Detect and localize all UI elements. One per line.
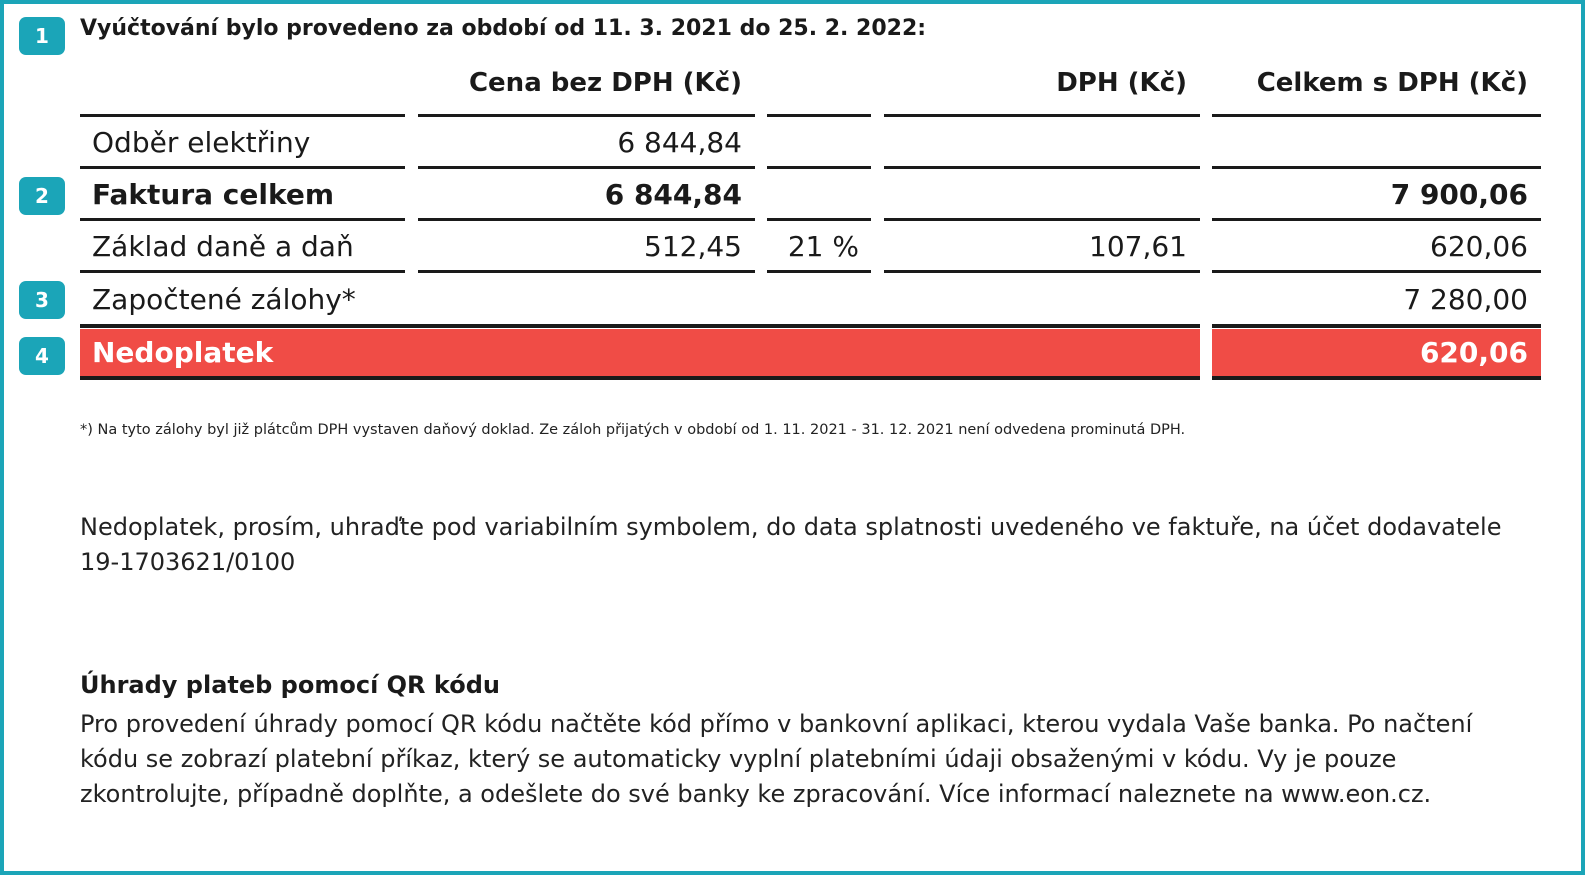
qr-section-text: Pro provedení úhrady pomocí QR kódu načtěte kód přímo v bankovní aplikaci, kterou vydala Vaše banka. Po načtení kódu se zobrazí platební příkaz, který se automaticky vyplní platebními údaji obsaženými v kódu. Vy je pouze zkontrolujte, případně doplňte, a odešlete do své banky ke zpracování. Více informací naleznete na www.eon.cz. (80, 710, 1473, 808)
advances-footnote: *) Na tyto zálohy byl již plátcům DPH vystaven daňový doklad. Ze záloh přijatých v období od 1. 11. 2021 - 31. 12. 2021 není odvedena prominutá DPH. (80, 422, 1186, 438)
consumption-net: 6 844,84 (617, 126, 742, 159)
underpayment-total: 620,06 (1419, 336, 1528, 369)
tax-total: 620,06 (1430, 230, 1528, 263)
invoice-total-net: 6 844,84 (604, 178, 742, 211)
billing-period-title: Vyúčtování bylo provedeno za období od 11. 3. 2021 do 25. 2. 2022: (80, 16, 927, 41)
tax-rate: 21 % (787, 230, 859, 263)
header-total: Celkem s DPH (Kč) (1256, 68, 1528, 98)
step-badge-3: 3 (19, 281, 65, 319)
row-label-tax: Základ daně a daň (92, 230, 354, 263)
invoice-total-gross: 7 900,06 (1390, 178, 1528, 211)
payment-instructions: Nedoplatek, prosím, uhraďte pod variabilním symbolem, do data splatnosti uvedeného ve faktuře, na účet dodavatele 19-1703621/0100 (80, 513, 1502, 576)
step-badge-4: 4 (19, 337, 65, 375)
header-net-price: Cena bez DPH (Kč) (468, 68, 742, 98)
step-badge-2: 2 (19, 177, 65, 215)
header-vat: DPH (Kč) (1056, 68, 1187, 98)
row-label-consumption: Odběr elektřiny (92, 126, 311, 159)
advances-total: 7 280,00 (1403, 283, 1528, 316)
tax-base: 512,45 (644, 230, 742, 263)
tax-vat: 107,61 (1089, 230, 1187, 263)
row-label-advances: Započtené zálohy* (92, 283, 356, 316)
row-label-underpayment: Nedoplatek (92, 336, 274, 369)
step-badge-1: 1 (19, 17, 65, 55)
qr-section-heading: Úhrady plateb pomocí QR kódu (80, 671, 500, 699)
row-label-invoice-total: Faktura celkem (92, 178, 334, 211)
